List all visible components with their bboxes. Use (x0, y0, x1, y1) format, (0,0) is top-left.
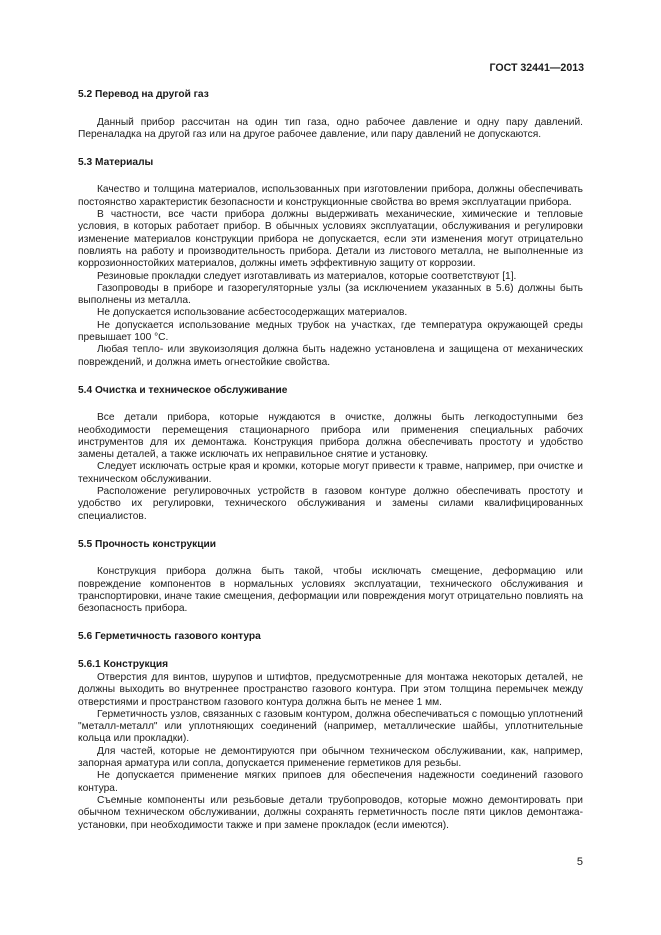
section-heading: 5.2 Перевод на другой газ (78, 89, 209, 101)
paragraph: Все детали прибора, которые нуждаются в очистке, должны быть легкодоступными без необходимости перемещения стационарного прибора или применения специальных рабочих инструментов для их демонтажа. Конструкция прибора должна обеспечивать простоту и удобство замены деталей, а также исключать их неправильное снятие и установку. (78, 412, 583, 461)
paragraph: Для частей, которые не демонтируются при обычном техническом обслуживании, как, например, запорная арматура или сопла, допускается применение герметиков для резьбы. (78, 745, 583, 770)
subsection-heading: 5.6.1 Конструкция (78, 658, 169, 670)
paragraph: Отверстия для винтов, шурупов и штифтов, предусмотренные для монтажа некоторых деталей, не должны выходить во внутреннее пространство газового контура. При этом толщина перемычек между отверстиями и пространством газового контура должна быть не менее 1 мм. (78, 671, 583, 708)
standard-header: ГОСТ 32441—2013 (489, 62, 584, 74)
section (78, 539, 583, 615)
paragraph: Герметичность узлов, связанных с газовым контуром, должна обеспечиваться с помощью уплотнений "металл-металл" или уплотняющих соединений (например, металлические шайбы, уплотнительные кольца или прокладки). (78, 708, 583, 745)
section (78, 385, 583, 523)
paragraph: Следует исключать острые края и кромки, которые могут привести к травме, например, при очистке и техническом обслуживании. (78, 461, 583, 485)
section (78, 631, 583, 831)
section (78, 89, 583, 141)
paragraph: Расположение регулировочных устройств в газовом контуре должно обеспечивать простоту и удобство их регулировки, технического обслуживания и замены силами квалифицированных специалистов. (78, 486, 583, 522)
sections-container (78, 89, 583, 832)
paragraph: Качество и толщина материалов, использованных при изготовлении прибора, должны обеспечивать постоянство характеристик безопасности и конструкционные свойства во время эксплуатации прибора. (78, 184, 583, 208)
section-heading: 5.5 Прочность конструкции (78, 538, 217, 550)
paragraph: Любая тепло- или звукоизоляция должна быть надежно установлена и защищена от механических повреждений, и должна иметь огнестойкие свойства. (78, 344, 583, 368)
section-heading: 5.6 Герметичность газового контура (78, 631, 261, 643)
paragraph: Съемные компоненты или резьбовые детали трубопроводов, которые можно демонтировать при обычном техническом обслуживании, должны сохранять герметичность после пяти циклов демонтажа-установки, при необходимости также и при замене прокладок (если имеются). (78, 794, 583, 831)
paragraph: Данный прибор рассчитан на один тип газа, одно рабочее давление и одну пару давлений. Переналадка на другой газ или на другое рабочее давление, или пару давлений не допускаются. (78, 116, 583, 140)
section-heading: 5.3 Материалы (78, 157, 154, 169)
paragraph: Не допускается использование медных трубок на участках, где температура окружающей среды превышает 100 °С. (78, 319, 583, 344)
paragraph: Не допускается применение мягких припоев для обеспечения надежности соединений газового контура. (78, 770, 583, 794)
paragraph: Не допускается использование асбестосодержащих материалов. (97, 307, 408, 319)
paragraph: В частности, все части прибора должны выдерживать механические, химические и тепловые условия, в которых работает прибор. В обычных условиях эксплуатации, обслуживания и регулировки изменение материалов конструкции прибора не допускается, если эти изменения могут отрицательно повлиять на работу и производительность прибора. Детали из листового металла, не выполненные из коррозионностойких материалов, должны иметь эффективную защиту от коррозии. (78, 209, 583, 270)
paragraph: Газопроводы в приборе и газорегуляторные узлы (за исключением указанных в 5.6) должны быть выполнены из металла. (78, 282, 583, 307)
page-number: 5 (576, 856, 583, 868)
section (78, 157, 583, 369)
paragraph: Конструкция прибора должна быть такой, чтобы исключать смещение, деформацию или повреждение компонентов в нормальных условиях эксплуатации, технического обслуживания и транспортировки, иначе такие смещения, деформации или повреждения могут отрицательно повлиять на безопасность прибора. (78, 566, 583, 615)
section-heading: 5.4 Очистка и техническое обслуживание (78, 384, 288, 396)
paragraph: Резиновые прокладки следует изготавливать из материалов, которые соответствуют [1]. (97, 270, 517, 282)
